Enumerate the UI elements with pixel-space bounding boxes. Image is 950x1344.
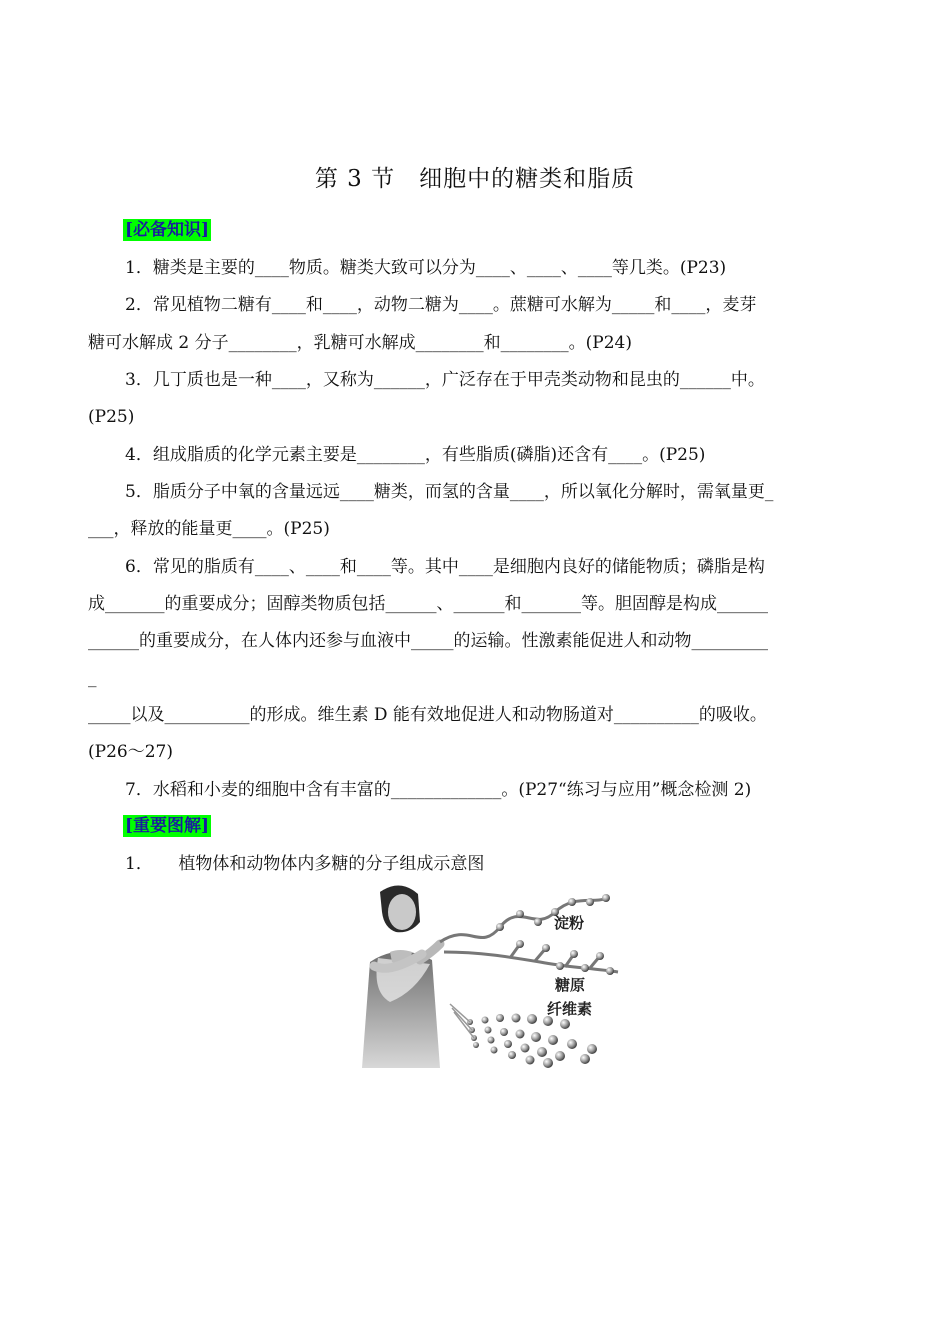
item-6-line-2: 成_______的重要成分；固醇类物质包括______、______和_______等。胆固醇是构成______ <box>88 594 768 614</box>
item-5-line-1: 5．脂质分子中氧的含量远远____糖类，而氢的含量____，所以氧化分解时，需氧量更_ <box>125 482 774 502</box>
page-title: 第 3 节 细胞中的糖类和脂质 <box>314 166 636 192</box>
item-6-line-4: _ <box>88 668 97 688</box>
item-5-line-2: ___，释放的能量更____。(P25) <box>88 519 330 539</box>
item-3-line-1: 3．几丁质也是一种____，又称为______，广泛存在于甲壳类动物和昆虫的______中。 <box>125 370 765 390</box>
item-1: 1．糖类是主要的____物质。糖类大致可以分为____、____、____等几类。(P23) <box>125 258 727 278</box>
item-6-line-6: (P26～27) <box>88 742 173 762</box>
item-6-line-3: ______的重要成分，在人体内还参与血液中_____的运输。性激素能促进人和动物_________ <box>88 631 768 651</box>
student-figure <box>362 885 440 1068</box>
label-starch: 淀粉 <box>554 914 585 932</box>
item-2-line-2: 糖可水解成 2 分子________，乳糖可水解成________和________。(P24) <box>88 333 632 353</box>
section-heading-essential-knowledge: [必备知识] <box>125 220 210 240</box>
item-3-line-2: (P25) <box>88 407 135 427</box>
item-6-line-1: 6．常见的脂质有____、____和____等。其中____是细胞内良好的储能物质；磷脂是构 <box>125 557 765 577</box>
figure-caption: 1． 植物体和动物体内多糖的分子组成示意图 <box>125 854 485 874</box>
polysaccharide-figure <box>360 882 620 1068</box>
item-6-line-5: _____以及__________的形成。维生素 D 能有效地促进人和动物肠道对__________的吸收。 <box>88 705 767 725</box>
cellulose-strands <box>467 1014 597 1069</box>
item-7: 7．水稻和小麦的细胞中含有丰富的_____________。(P27“练习与应用”概念检测 2) <box>125 780 752 800</box>
item-4: 4．组成脂质的化学元素主要是________，有些脂质(磷脂)还含有____。(P25) <box>125 445 706 465</box>
glycogen-chain <box>444 952 618 972</box>
label-cellulose: 纤维素 <box>547 1000 593 1018</box>
item-2-line-1: 2．常见植物二糖有____和____，动物二糖为____。蔗糖可水解为_____和____，麦芽 <box>125 295 757 315</box>
label-glycogen: 糖原 <box>555 976 586 994</box>
section-heading-key-diagrams: [重要图解] <box>125 816 210 836</box>
